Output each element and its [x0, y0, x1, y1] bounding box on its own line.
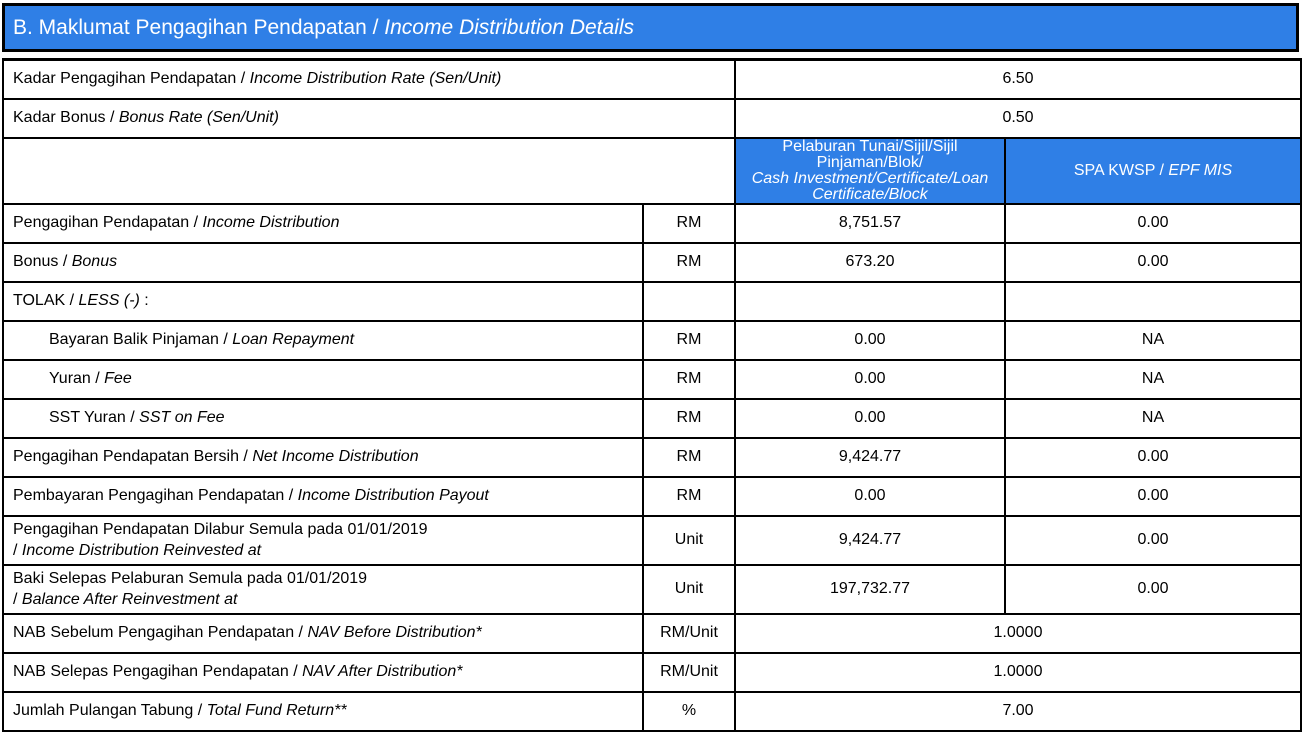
row-cash-value: 0.00 — [735, 360, 1005, 399]
row-cash-value: 673.20 — [735, 243, 1005, 282]
income-distribution-table — [2, 58, 1302, 732]
section-title-en: Income Distribution Details — [384, 15, 635, 39]
column-header-cash: Pelaburan Tunai/Sijil/Sijil Pinjaman/Blok/ Cash Investment/Certificate/Loan Certificate/Block — [735, 138, 1005, 204]
row-unit: Unit — [643, 516, 735, 565]
row-cash-value: 9,424.77 — [735, 516, 1005, 565]
table-row — [3, 565, 1301, 614]
row-unit: RM/Unit — [643, 653, 735, 692]
row-label: Bayaran Balik Pinjaman / Loan Repayment — [3, 321, 643, 360]
column-header-epf: SPA KWSP / EPF MIS — [1005, 138, 1301, 204]
table-row — [3, 360, 1301, 399]
row-epf-value: 0.00 — [1005, 565, 1301, 614]
column-header-blank — [3, 138, 735, 204]
row-unit: RM/Unit — [643, 614, 735, 653]
row-value: 7.00 — [735, 692, 1301, 731]
row-label: Yuran / Fee — [3, 360, 643, 399]
footer-row — [3, 614, 1301, 653]
row-label: Jumlah Pulangan Tabung / Total Fund Return** — [3, 692, 643, 731]
row-label: Pengagihan Pendapatan Dilabur Semula pada 01/01/2019 / Income Distribution Reinvested at — [3, 516, 643, 565]
row-label: Pembayaran Pengagihan Pendapatan / Income Distribution Payout — [3, 477, 643, 516]
table-row — [3, 399, 1301, 438]
row-label: NAB Sebelum Pengagihan Pendapatan / NAV Before Distribution* — [3, 614, 643, 653]
row-unit: RM — [643, 321, 735, 360]
row-label: Bonus / Bonus — [3, 243, 643, 282]
row-cash-value: 9,424.77 — [735, 438, 1005, 477]
row-label: NAB Selepas Pengagihan Pendapatan / NAV After Distribution* — [3, 653, 643, 692]
row-unit: RM — [643, 399, 735, 438]
row-epf-value: NA — [1005, 321, 1301, 360]
row-epf-value: 0.00 — [1005, 516, 1301, 565]
row-epf-value: NA — [1005, 360, 1301, 399]
row-unit: % — [643, 692, 735, 731]
rate-row-bonus — [3, 99, 1301, 138]
row-label: Pengagihan Pendapatan Bersih / Net Income Distribution — [3, 438, 643, 477]
section-title-ms: B. Maklumat Pengagihan Pendapatan — [13, 15, 367, 39]
row-cash-value: 0.00 — [735, 321, 1005, 360]
row-unit: RM — [643, 243, 735, 282]
row-epf-value: 0.00 — [1005, 243, 1301, 282]
section-header — [2, 3, 1299, 52]
row-cash-value: 0.00 — [735, 477, 1005, 516]
row-epf-value: NA — [1005, 399, 1301, 438]
table-row — [3, 516, 1301, 565]
table-row — [3, 438, 1301, 477]
row-cash-value — [735, 282, 1005, 321]
footer-row — [3, 692, 1301, 731]
rate-label: Kadar Pengagihan Pendapatan / Income Distribution Rate (Sen/Unit) — [3, 60, 735, 99]
rate-value: 0.50 — [735, 99, 1301, 138]
row-cash-value: 197,732.77 — [735, 565, 1005, 614]
footer-row — [3, 653, 1301, 692]
row-unit: RM — [643, 438, 735, 477]
row-unit: Unit — [643, 565, 735, 614]
rate-value: 6.50 — [735, 60, 1301, 99]
row-epf-value: 0.00 — [1005, 477, 1301, 516]
table-row — [3, 321, 1301, 360]
row-label: Baki Selepas Pelaburan Semula pada 01/01/2019 / Balance After Reinvestment at — [3, 565, 643, 614]
section-title-sep: / — [366, 15, 385, 39]
table-row — [3, 243, 1301, 282]
row-label: SST Yuran / SST on Fee — [3, 399, 643, 438]
row-cash-value: 0.00 — [735, 399, 1005, 438]
row-value: 1.0000 — [735, 614, 1301, 653]
column-header-row — [3, 138, 1301, 204]
rate-label: Kadar Bonus / Bonus Rate (Sen/Unit) — [3, 99, 735, 138]
row-epf-value: 0.00 — [1005, 204, 1301, 243]
row-epf-value: 0.00 — [1005, 438, 1301, 477]
row-unit: RM — [643, 204, 735, 243]
row-value: 1.0000 — [735, 653, 1301, 692]
table-row-less — [3, 282, 1301, 321]
row-label: TOLAK / LESS (-) : — [3, 282, 643, 321]
row-label: Pengagihan Pendapatan / Income Distribution — [3, 204, 643, 243]
table-row — [3, 204, 1301, 243]
row-unit: RM — [643, 360, 735, 399]
table-row — [3, 477, 1301, 516]
row-epf-value — [1005, 282, 1301, 321]
row-unit — [643, 282, 735, 321]
row-cash-value: 8,751.57 — [735, 204, 1005, 243]
rate-row-income — [3, 60, 1301, 99]
row-unit: RM — [643, 477, 735, 516]
